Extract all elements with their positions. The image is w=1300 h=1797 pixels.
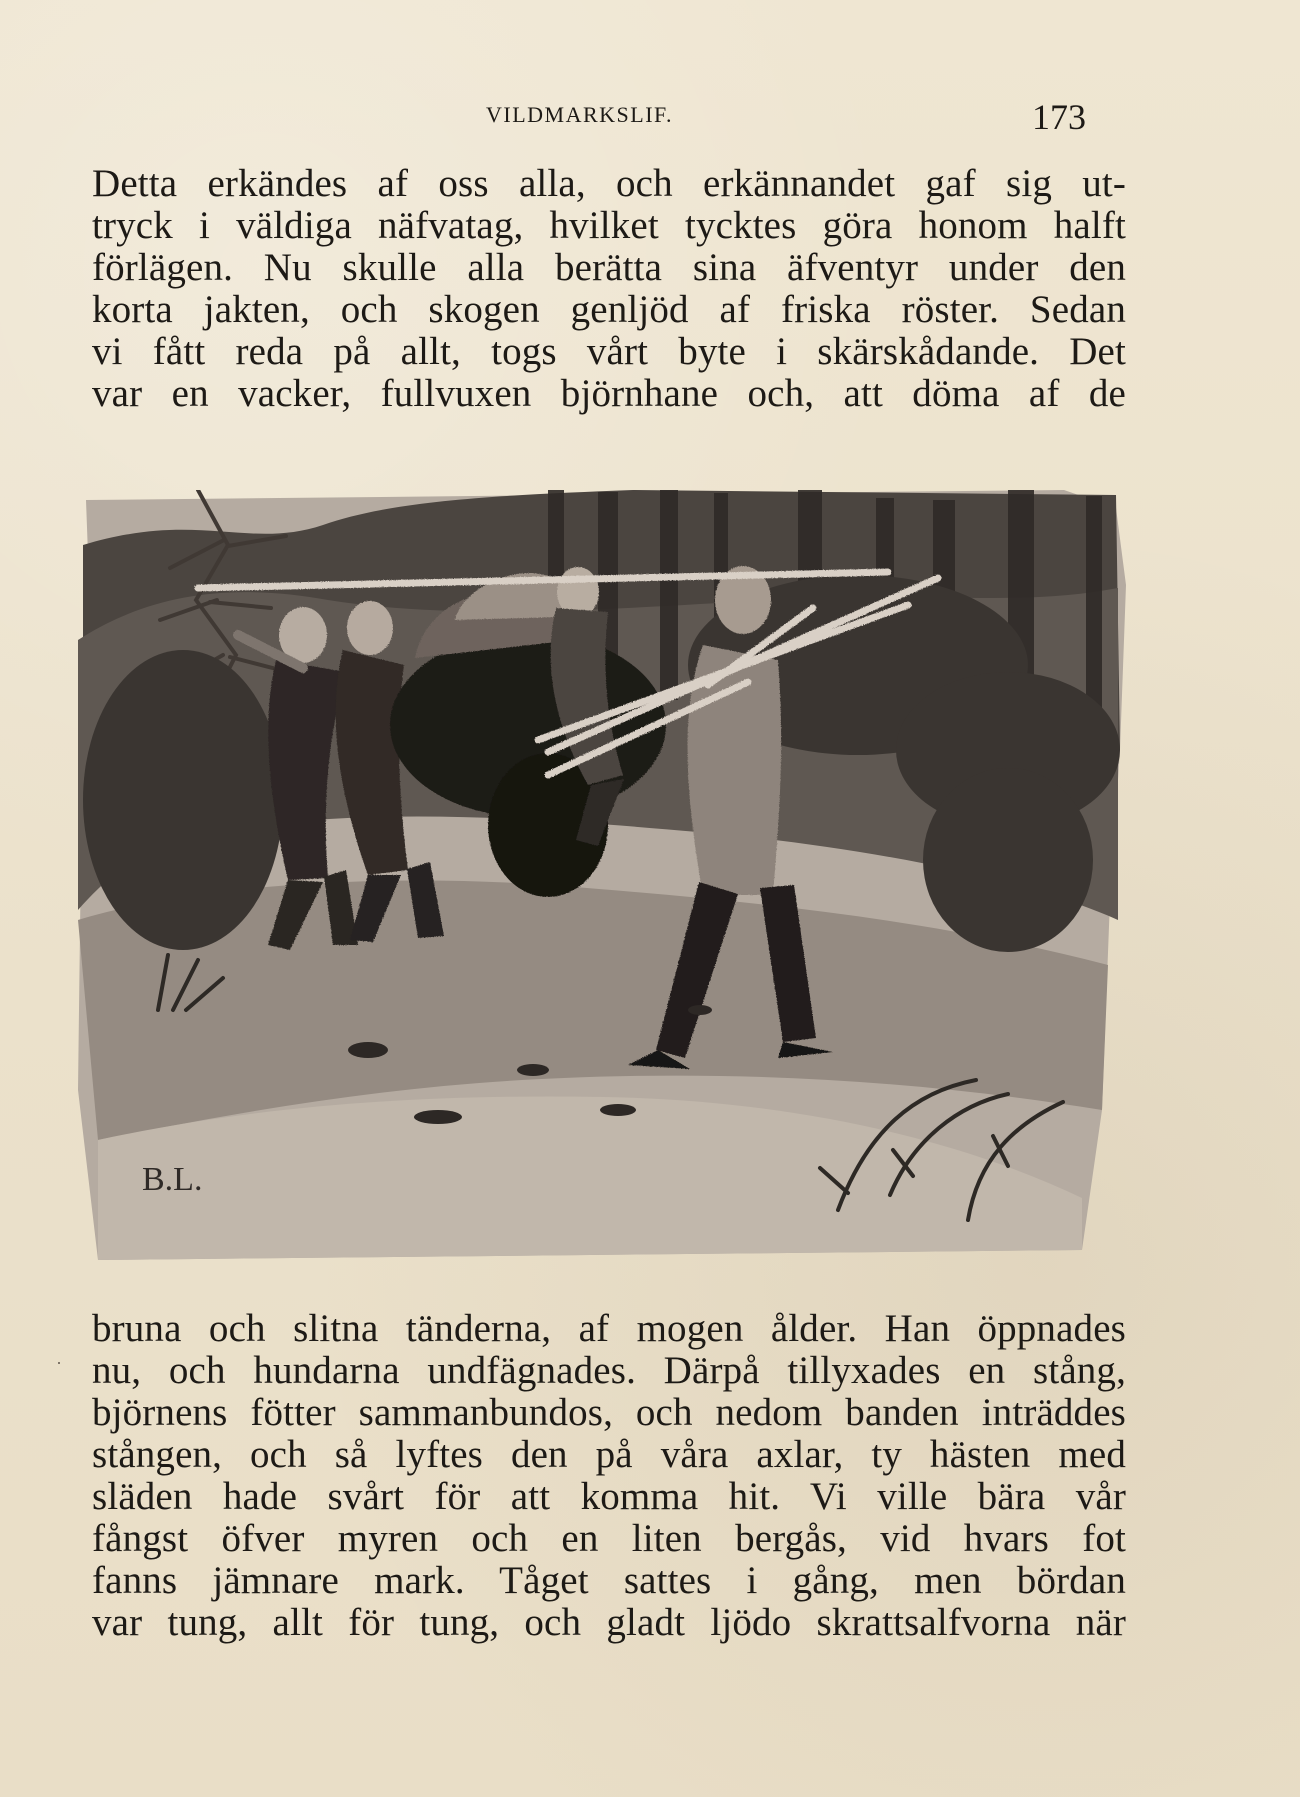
page-number: 173 (1032, 97, 1086, 137)
bottom-text-line: släden hade svårt för att komma hit. Vi ville bära vår (92, 1476, 1126, 1518)
top-text-line: korta jakten, och skogen genljöd af friska röster. Sedan (92, 289, 1126, 331)
top-text-block (92, 163, 1126, 415)
bottom-text-line: nu, och hundarna undfägnades. Därpå tillyxades en stång, (92, 1350, 1126, 1392)
page-header (92, 97, 1122, 142)
running-head: VILDMARKSLIF. (486, 102, 674, 127)
bear-carrying-illustration (78, 490, 1143, 1270)
illustration-svg (78, 490, 1143, 1270)
bottom-text-line: stången, och så lyftes den på våra axlar, ty hästen med (92, 1434, 1126, 1476)
top-text-line: tryck i väldiga näfvatag, hvilket tycktes göra honom halft (92, 205, 1126, 247)
bottom-text-line: fanns jämnare mark. Tåget sattes i gång, men bördan (92, 1560, 1126, 1602)
top-text-line: förlägen. Nu skulle alla berätta sina äfventyr under den (92, 247, 1126, 289)
bottom-text-line: var tung, allt för tung, och gladt ljödo skrattsalfvorna när (92, 1602, 1126, 1644)
bottom-text-block (92, 1308, 1126, 1644)
paper-speck (58, 1362, 60, 1364)
top-text-line: vi fått reda på allt, togs vårt byte i skärskådande. Det (92, 331, 1126, 373)
bottom-text-line: fångst öfver myren och en liten bergås, vid hvars fot (92, 1518, 1126, 1560)
top-text-line: var en vacker, fullvuxen björnhane och, att döma af de (92, 373, 1126, 415)
illustration-signature: B.L. (142, 1161, 203, 1198)
top-text-line: Detta erkändes af oss alla, och erkännandet gaf sig ut- (92, 163, 1126, 205)
bottom-text-line: björnens fötter sammanbundos, och nedom banden inträddes (92, 1392, 1126, 1434)
bottom-text-line: bruna och slitna tänderna, af mogen ålder. Han öppnades (92, 1308, 1126, 1350)
